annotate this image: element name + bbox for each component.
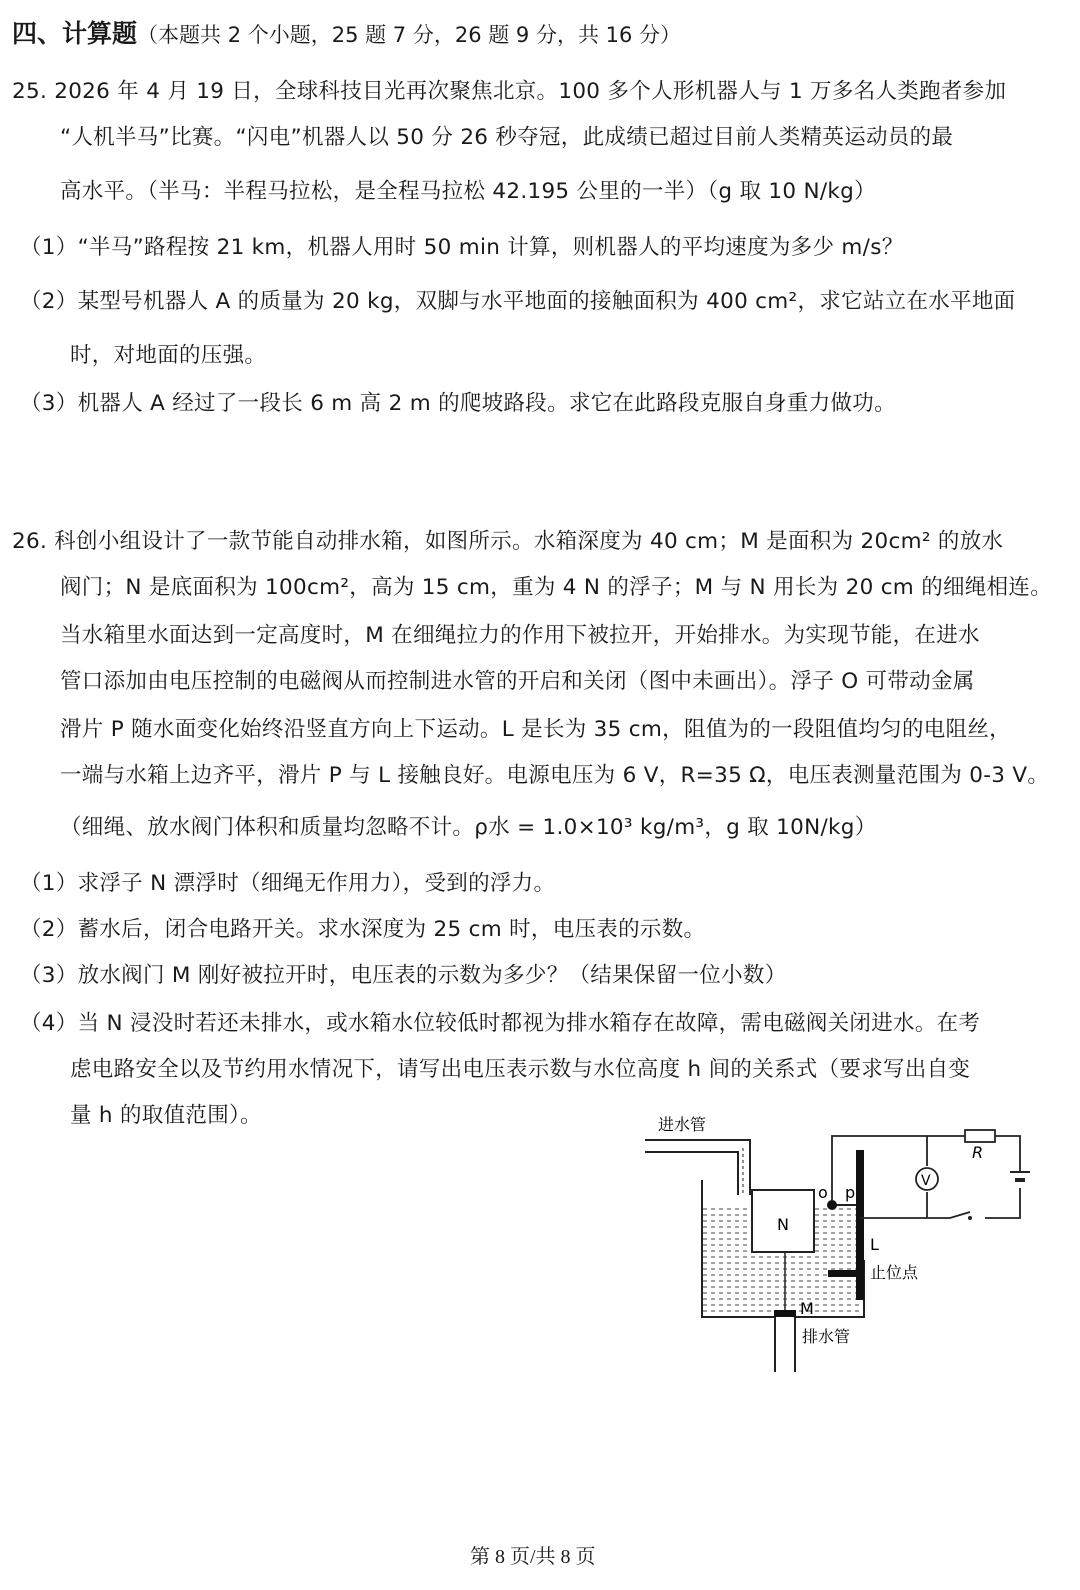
q25-part-2-cont: 时，对地面的压强。: [70, 343, 267, 368]
battery: [1010, 1172, 1030, 1180]
q26-part-4-cont-1: 虑电路安全以及节约用水情况下，请写出电压表示数与水位高度 h 间的关系式（要求写出自变: [70, 1057, 971, 1082]
q26-line-3: 当水箱里水面达到一定高度时，M 在细绳拉力的作用下被拉开，开始排水。为实现节能，在进水: [60, 623, 980, 648]
section-note: （本题共 2 个小题，25 题 7 分，26 题 9 分，共 16 分）: [137, 23, 682, 47]
resistor-r: [965, 1130, 995, 1142]
p-label: p: [845, 1183, 856, 1202]
q26-part-4: （4）当 N 浸没时若还未排水，或水箱水位较低时都视为排水箱存在故障，需电磁阀关闭进水。在考: [20, 1011, 981, 1036]
valve-label: M: [800, 1299, 814, 1318]
q25-part-3: （3）机器人 A 经过了一段长 6 m 高 2 m 的爬坡路段。求它在此路段克服自身重力做功。: [20, 391, 896, 416]
page-footer: 第 8 页/共 8 页: [470, 1546, 596, 1568]
q25-line-2: “人机半马”比赛。“闪电”机器人以 50 分 26 秒夺冠，此成绩已超过目前人类精英运动员的最: [60, 125, 954, 150]
inlet-pipe: [645, 1140, 750, 1195]
q26-part-1: （1）求浮子 N 漂浮时（细绳无作用力），受到的浮力。: [20, 871, 556, 896]
q26-line-2: 阀门；N 是底面积为 100cm²，高为 15 cm，重为 4 N 的浮子；M 与 N 用长为 20 cm 的细绳相连。: [60, 575, 1052, 600]
drain-label: 排水管: [802, 1327, 851, 1346]
inlet-label: 进水管: [658, 1115, 707, 1134]
o-label: o: [818, 1183, 828, 1202]
q26-line-4: 管口添加由电压控制的电磁阀从而控制进水管的开启和关闭（图中未画出）。浮子 O 可带动金属: [60, 669, 975, 694]
section-header: [12, 14, 681, 50]
q25-line-1: 25. 2026 年 4 月 19 日，全球科技目光再次聚焦北京。100 多个人形机器人与 1 万多名人类跑者参加: [12, 79, 1007, 104]
float-label: N: [777, 1215, 789, 1234]
q26-part-2: （2）蓄水后，闭合电路开关。求水深度为 25 cm 时，电压表的示数。: [20, 917, 706, 942]
stop-label: 止位点: [870, 1263, 919, 1282]
q26-part-4-cont-2: 量 h 的取值范围）。: [70, 1103, 262, 1128]
stop-point: [828, 1270, 856, 1277]
q26-line-5: 滑片 P 随水面变化始终沿竖直方向上下运动。L 是长为 35 cm，阻值为的一段阻值均匀的电阻丝，: [60, 717, 1011, 742]
pivot-o: [827, 1200, 837, 1210]
v-label: V: [921, 1173, 931, 1189]
drain-pipe: [775, 1317, 795, 1372]
resistor-wire-l: [856, 1150, 864, 1300]
l-label: L: [870, 1235, 879, 1254]
r-label: R: [972, 1143, 984, 1162]
q26-part-3: （3）放水阀门 M 刚好被拉开时，电压表的示数为多少？（结果保留一位小数）: [20, 963, 787, 988]
q25-part-2: （2）某型号机器人 A 的质量为 20 kg，双脚与水平地面的接触面积为 400 cm²，求它站立在水平地面: [20, 289, 1016, 314]
q26-line-1: 26. 科创小组设计了一款节能自动排水箱，如图所示。水箱深度为 40 cm；M 是面积为 20cm² 的放水: [12, 529, 1004, 554]
q26-line-6: 一端与水箱上边齐平，滑片 P 与 L 接触良好。电源电压为 6 V，R=35 Ω，电压表测量范围为 0-3 V。: [60, 763, 1050, 788]
switch-contact: [968, 1216, 972, 1220]
q25-part-1: （1）“半马”路程按 21 km，机器人用时 50 min 计算，则机器人的平均速度为多少 m/s？: [20, 235, 904, 260]
section-title: 四、计算题: [12, 19, 138, 48]
q26-line-7: （细绳、放水阀门体积和质量均忽略不计。ρ水 = 1.0×10³ kg/m³，g 取 10N/kg）: [60, 815, 877, 840]
q25-line-3: 高水平。（半马：半程马拉松，是全程马拉松 42.195 公里的一半）（g 取 10 N/kg）: [60, 179, 876, 204]
drain-tank-diagram: [630, 1110, 1070, 1380]
valve-m: [774, 1310, 796, 1317]
